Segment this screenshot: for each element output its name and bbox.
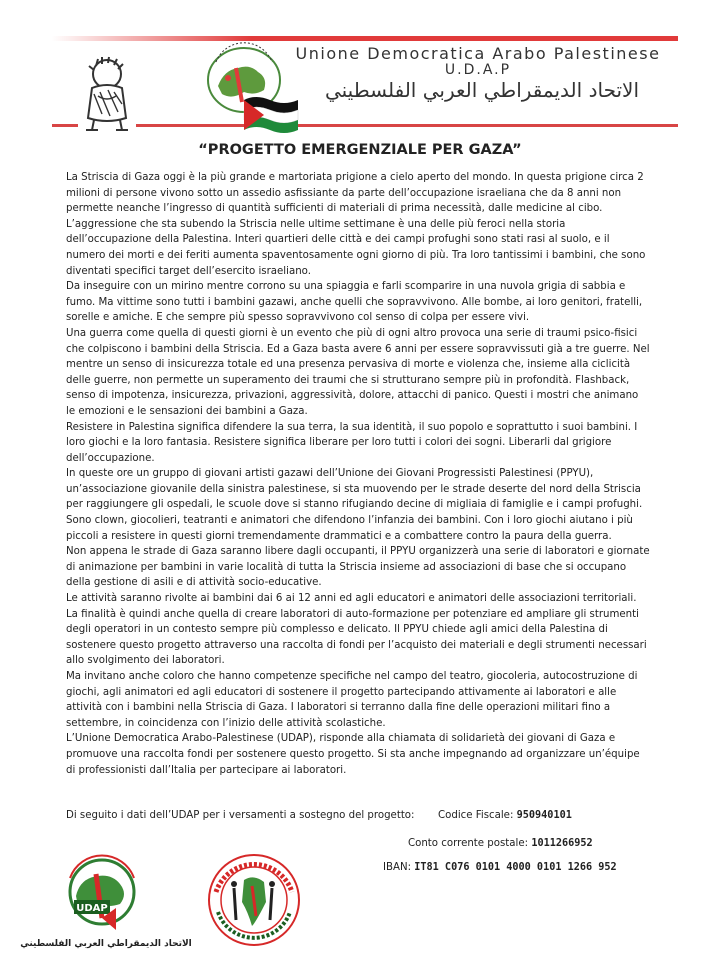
document-body [66, 170, 650, 778]
paragraph: Non appena le strade di Gaza saranno libere dagli occupanti, il PPYU organizzerà una serie di laboratori e giornate di animazione per bambini in varie località di tutta la Striscia insieme ad associazioni di base che si occupano della gestione di asili e di attività socio-educative. [66, 546, 650, 589]
letterhead [52, 28, 678, 128]
iban-value: IT81 C076 0101 4000 0101 1266 952 [414, 862, 617, 873]
codice-fiscale [438, 810, 572, 821]
udap-logo-icon [20, 856, 192, 952]
udap-arabic-label: الاتحاد الديمقراطي العربي الفلسطيني [20, 939, 192, 949]
org-abbreviation: U.D.A.P [444, 62, 512, 78]
handala-figure-icon [72, 56, 142, 134]
org-name-italian: Unione Democratica Arabo Palestinese [295, 44, 661, 63]
codice-fiscale-label: Codice Fiscale: [438, 810, 514, 821]
header-bottom-rule [52, 124, 678, 127]
conto-label: Conto corrente postale: [408, 838, 529, 849]
paragraph: L’Unione Democratica Arabo-Palestinese (UDAP), risponde alla chiamata di solidarietà dei giovani di Gaza e promuove una raccolta fondi per sostenere questo progetto. Si sta anche impegnando ad organizzare un’équipe di professionisti dall’Italia per partecipare ai laboratori. [66, 733, 640, 776]
codice-fiscale-value: 950940101 [516, 810, 572, 821]
conto-corrente [408, 838, 593, 849]
udap-label: UDAP [76, 903, 108, 914]
paragraph: Una guerra come quella di questi giorni è un evento che più di ogni altro provoca una serie di traumi psico-fisici che colpiscono i bambini della Striscia. Ed a Gaza basta avere 6 anni per essere sopravvissuti già a tre guerre. Nel mentre un senso di insicurezza totale ed una presenza pervasiva di morte e violenza che, insieme alla ciclicità delle guerre, non permette un superamento dei traumi che si strutturano sempre più in profondità. Flashback, senso di impotenza, insicurezza, privazioni, aggressività, dolore, attacchi di panico. Questi i mostri che animano le emozioni e le sensazioni dei bambini a Gaza. [66, 327, 650, 417]
iban [383, 862, 617, 873]
conto-value: 1011266952 [531, 838, 593, 849]
org-name-arabic: الاتحاد الديمقراطي العربي الفلسطيني [324, 78, 640, 102]
ppyu-seal-icon [206, 852, 302, 948]
paragraph: L’aggressione che sta subendo la Striscia nelle ultime settimane è una delle più feroci nella storia dell’occupazione della Palestina. Interi quartieri delle città e dei campi profughi sono stati rasi al suolo, e il numero dei morti e dei feriti aumenta spaventosamente ogni giorno di più. Tra loro tantissimi i bambini, che sono diventati specifici target dell’esercito israeliano. [66, 218, 646, 277]
paragraph: In queste ore un gruppo di giovani artisti gazawi dell’Unione dei Giovani Progressisti Palestinesi (PPYU), un’associazione giovanile della sinistra palestinese, si sta muovendo per le strade deserte del nord della Striscia per raggiungere gli ospedali, le scuole dove si stanno rifugiando decine di migliaia di famiglie e i campi profughi. Sono clown, giocolieri, teatranti e animatori che difendono l’infanzia dei bambini. Con i loro giochi aiutano i più piccoli a resistere in questi giorni tremendamente drammatici e a combattere contro la paura della guerra. [66, 468, 643, 542]
paragraph: Da inseguire con un mirino mentre corrono su una spiaggia e farli scomparire in una nuvola grigia di sabbia e fumo. Ma vittime sono tutti i bambini gazawi, anche quelli che sopravvivono. Alle bombe, ai loro genitori, fratelli, sorelle e amiche. E che sempre più spesso sopravvivono col senso di colpa per essere vivi. [66, 281, 643, 324]
paragraph: Resistere in Palestina significa difendere la sua terra, la sua identità, il suo popolo e soprattutto i suoi bambini. I loro giochi e la loro fantasia. Resistere significa liberare per loro tutti i colori dei sogni. Liberarli dal grigiore dell’occupazione. [66, 421, 638, 464]
paragraph: La Striscia di Gaza oggi è la più grande e martoriata prigione a cielo aperto del mondo. In questa prigione circa 2 milioni di persone vivono sotto un assedio asfissiante da parte dell’occupazione israeliana che da 8 anni non permette neanche l’ingresso di quantità sufficienti di materiali di prima necessità, dalle medicine al cibo. [66, 172, 644, 215]
document-title: “PROGETTO EMERGENZIALE PER GAZA” [198, 142, 522, 158]
paragraph: Le attività saranno rivolte ai bambini dai 6 ai 12 anni ed agli educatori e animatori delle associazioni territoriali. La finalità è quindi anche quella di creare laboratori di auto-formazione per potenziare ed ampliare gli strumenti degli operatori in un contesto sempre più complesso e delicato. Il PPYU chiede agli amici della Palestina di sostenere questo progetto attraverso una raccolta di fondi per l’acquisto dei materiali e degli strumenti necessari allo svolgimento dei laboratori. [66, 593, 647, 667]
paragraph: Ma invitano anche coloro che hanno competenze specifiche nel campo del teatro, giocoleria, autocostruzione di giochi, agli animatori ed agli educatori di sostenere il progetto partecipando attivamente ai laboratori e alle attività con i bambini nella Striscia di Gaza. I laboratori si terranno dalla fine delle operazioni militari fino a settembre, in coincidenza con l’inizio delle attività scolastiche. [66, 671, 638, 729]
payment-intro: Di seguito i dati dell’UDAP per i versamenti a sostegno del progetto: [66, 810, 415, 821]
iban-label: IBAN: [383, 862, 412, 873]
